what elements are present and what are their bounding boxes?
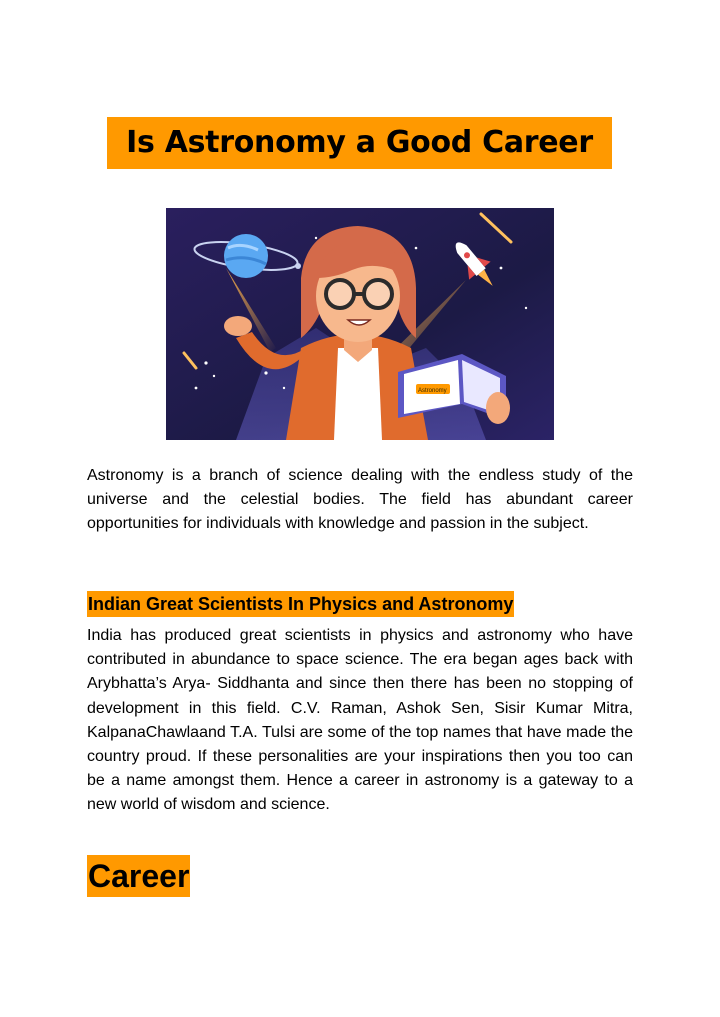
person-hand-left	[224, 316, 252, 336]
section-heading-scientists: Indian Great Scientists In Physics and Astronomy	[87, 591, 514, 617]
page-title: Is Astronomy a Good Career	[107, 117, 612, 169]
book-label: Astronomy	[418, 388, 447, 394]
scientists-paragraph: India has produced great scientists in physics and astronomy who have contributed in abundance to space science. The era began ages back with Arybhatta’s Arya- Siddhanta and since then there has been no stopping of development in this field. C.V. Raman, Ashok Sen, Sisir Kumar Mitra, KalpanaChawlaand T.A. Tulsi are some of the top names that have made the country proud. If these personalities are your inspirations then you too can be a name amongst them. Hence a career in astronomy is a gateway to a new world of wisdom and science.	[87, 627, 633, 814]
hero-illustration	[166, 208, 554, 440]
intro-paragraph: Astronomy is a branch of science dealing with the endless study of the universe and the celestial bodies. The field has abundant career opportunities for individuals with knowledge and passion in the subject.	[87, 467, 633, 533]
section-heading-career: Career	[87, 855, 190, 897]
person-hand-right	[486, 392, 510, 424]
